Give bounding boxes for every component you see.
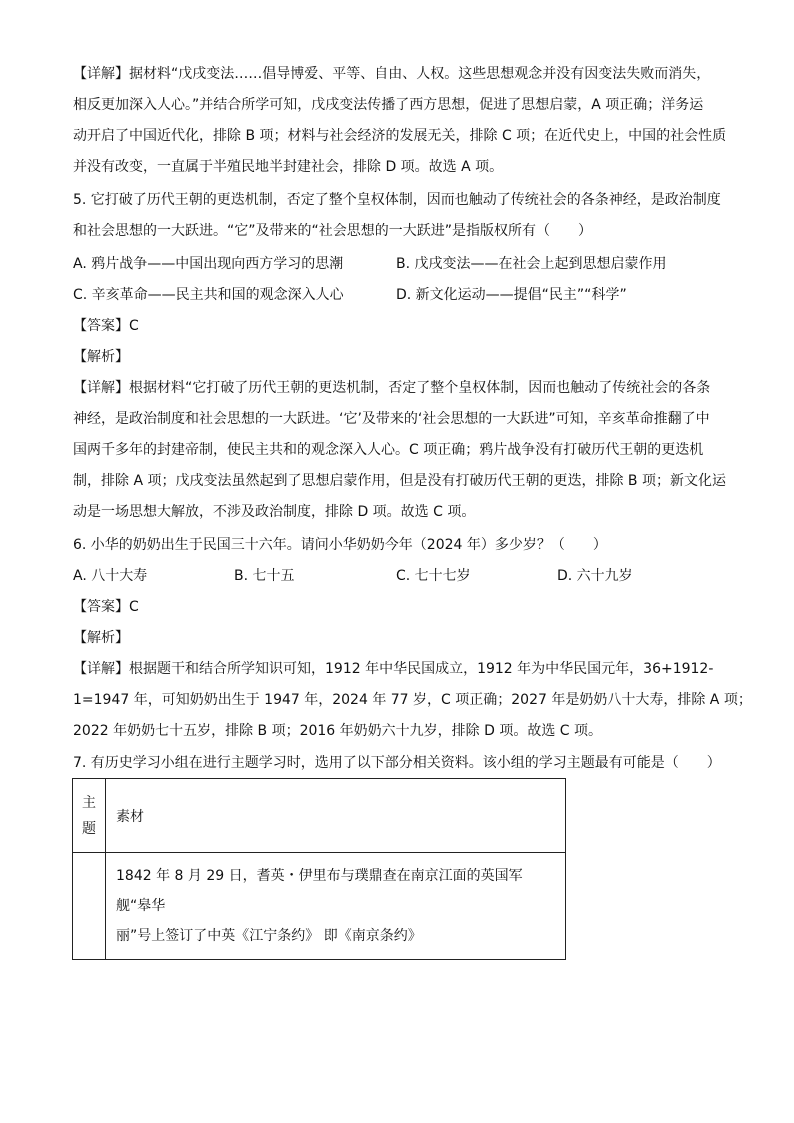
q6-option-b: B. 七十五 — [234, 568, 295, 584]
q5-analysis-label: 【解析】 — [73, 349, 129, 365]
table-material-line-2: 丽”号上签订了中英《江宁条约》 即《南京条约》 — [116, 928, 422, 944]
table-header-subject-text: 主题 — [82, 794, 96, 837]
q5-explanation-line-1: 【详解】根据材料“它打破了历代王朝的更迭机制，否定了整个皇权体制，因而也触动了传统社会的各条 — [73, 380, 711, 396]
q6-stem: 6. 小华的奶奶出生于民国三十六年。请问小华奶奶今年（2024 年）多少岁？（ ） — [73, 537, 607, 553]
q5-explanation-line-4: 制，排除 A 项；戊戌变法虽然起到了思想启蒙作用，但是没有打破历代王朝的更迭，排除 B 项；新文化运 — [73, 473, 726, 489]
q5-answer: 【答案】C — [73, 318, 139, 334]
table-row — [73, 853, 566, 960]
q5-stem-line-2: 和社会思想的一大跃进。“它”及带来的“社会思想的一大跃进”是指版权所有（ ） — [73, 223, 593, 239]
table-cell-subject-empty — [73, 853, 106, 960]
table-header-subject — [73, 779, 106, 853]
q7-material-table — [72, 778, 566, 960]
q5-option-d: D. 新文化运动——提倡“民主”“科学” — [396, 287, 627, 303]
table-header-material: 素材 — [106, 779, 566, 853]
q6-answer: 【答案】C — [73, 599, 139, 615]
q5-option-b: B. 戊戌变法——在社会上起到思想启蒙作用 — [396, 256, 667, 272]
q7-stem: 7. 有历史学习小组在进行主题学习时，选用了以下部分相关资料。该小组的学习主题最有可能是（ ） — [73, 755, 721, 771]
q6-option-c: C. 七十七岁 — [396, 568, 471, 584]
q5-explanation-line-5: 动是一场思想大解放，不涉及政治制度，排除 D 项。故选 C 项。 — [73, 504, 476, 520]
q6-explanation-line-2: 1=1947 年，可知奶奶出生于 1947 年，2024 年 77 岁，C 项正确；2027 年是奶奶八十大寿，排除 A 项； — [73, 692, 752, 708]
q5-option-a: A. 鸦片战争——中国出现向西方学习的思潮 — [73, 256, 344, 272]
table-cell-material — [106, 853, 566, 960]
q6-option-d: D. 六十九岁 — [557, 568, 633, 584]
table-header-row — [73, 779, 566, 853]
q6-explanation-line-3: 2022 年奶奶七十五岁，排除 B 项；2016 年奶奶六十九岁，排除 D 项。故选 C 项。 — [73, 723, 603, 739]
q4-explanation-line-3: 动开启了中国近代化，排除 B 项；材料与社会经济的发展无关，排除 C 项；在近代史上，中国的社会性质 — [73, 128, 727, 144]
q4-explanation-line-2: 相反更加深入人心。”并结合所学可知，戊戌变法传播了西方思想，促进了思想启蒙，A 项正确；洋务运 — [73, 97, 704, 113]
table-material-line-1: 1842 年 8 月 29 日，耆英・伊里布与璞鼎查在南京江面的英国军舰“皋华 — [116, 868, 523, 914]
q5-explanation-line-2: 神经，是政治制度和社会思想的一大跃进。‘它’及带来的‘社会思想的一大跃进”可知，辛亥革命推翻了中 — [73, 411, 710, 427]
q5-stem-line-1: 5. 它打破了历代王朝的更迭机制，否定了整个皇权体制，因而也触动了传统社会的各条神经，是政治制度 — [73, 192, 721, 208]
q6-analysis-label: 【解析】 — [73, 630, 129, 646]
q4-explanation-line-4: 并没有改变，一直属于半殖民地半封建社会，排除 D 项。故选 A 项。 — [73, 159, 504, 175]
q5-explanation-line-3: 国两千多年的封建帝制，使民主共和的观念深入人心。C 项正确；鸦片战争没有打破历代王朝的更迭机 — [73, 442, 704, 458]
q4-explanation-line-1: 【详解】据材料“戊戌变法……倡导博爱、平等、自由、人权。这些思想观念并没有因变法失败而消失， — [73, 66, 711, 82]
q5-option-c: C. 辛亥革命——民主共和国的观念深入人心 — [73, 287, 344, 303]
q6-option-a: A. 八十大寿 — [73, 568, 148, 584]
q6-explanation-line-1: 【详解】根据题干和结合所学知识可知，1912 年中华民国成立，1912 年为中华民国元年，36+1912- — [73, 661, 714, 677]
